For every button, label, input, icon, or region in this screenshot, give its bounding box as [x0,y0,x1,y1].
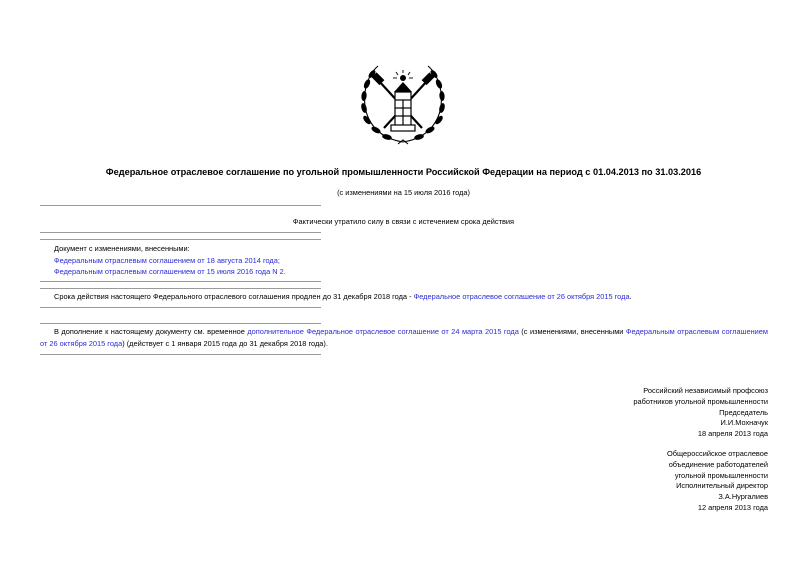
extension-text: Срока действия настоящего Федерального отраслевого соглашения продлен до 31 декабря 2018 года - [54,292,414,301]
supplement-text: (с изменениями, внесенными [518,327,626,336]
signature-org: объединение работодателей [668,459,768,469]
extension-link[interactable]: Федеральное отраслевое соглашение от 26 октября 2015 года [413,292,630,301]
signature-name: З.А.Нургалиев [718,492,768,502]
divider [40,239,321,240]
supplement-text: В дополнение к настоящему документу см. временное [54,327,248,336]
amendment-link[interactable]: Федеральным отраслевым соглашением от 15 июля 2016 года N 2. [54,267,286,277]
supplement-amendment-link[interactable]: Федеральным отраслевым соглашением от 26 октября 2015 года [40,327,768,348]
coal-industry-emblem-icon [356,58,450,148]
amendments-intro: Документ с изменениями, внесенными: [54,244,190,253]
amendment-link[interactable]: Федеральным отраслевым соглашением от 18 августа 2014 года; [54,255,280,265]
document-status: Фактически утратило силу в связи с истечением срока действия [292,217,515,226]
signature-date: 12 апреля 2013 года [697,502,768,512]
signature-position: Исполнительный директор [676,481,768,491]
amendments-block [40,243,768,278]
supplement-note [40,326,768,349]
signature-name: И.И.Мохначук [720,418,768,428]
extension-end: . [629,292,632,301]
divider [40,323,321,324]
signature-date: 18 апреля 2013 года [697,429,768,439]
signature-org: работников угольной промышленности [633,396,768,406]
divider [40,281,321,282]
divider [40,354,321,355]
signature-org: угольной промышленности [674,470,768,480]
supplement-text: ) (действует с 1 января 2015 года до 31 декабря 2018 года). [122,338,328,348]
extension-note [40,291,768,303]
signature-block-union [633,386,768,440]
signature-position: Председатель [719,407,768,417]
signature-org: Российский независимый профсоюз [643,386,768,395]
divider [40,288,321,289]
document-revision-note: (с изменениями на 15 июля 2016 года) [337,188,470,197]
divider [40,205,321,206]
signature-org: Общероссийское отраслевое [667,449,768,458]
supplement-link[interactable]: дополнительное Федеральное отраслевое соглашение от 24 марта 2015 года [247,327,519,336]
divider [40,232,321,233]
signature-block-employers [667,449,768,514]
divider [40,307,321,308]
document-title: Федеральное отраслевое соглашение по угольной промышленности Российской Федерации на период с 01.04.2013 по 31.03.2016 [105,167,702,177]
